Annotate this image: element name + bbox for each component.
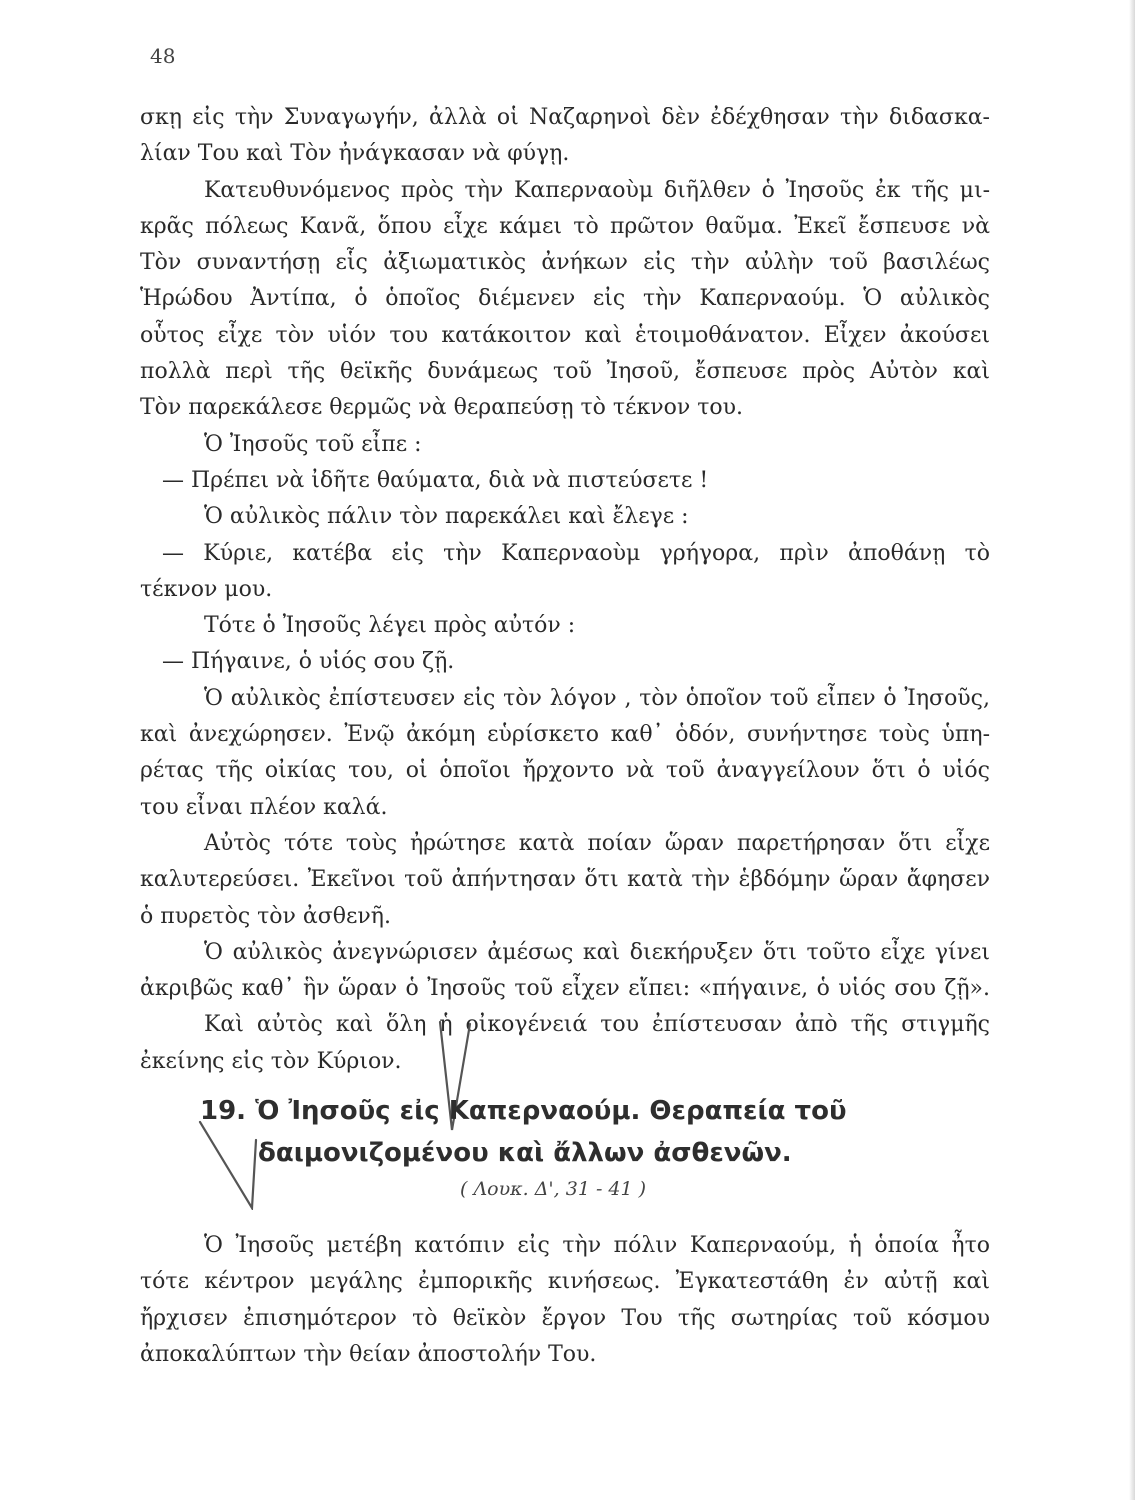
section-heading-line1 [200, 1090, 960, 1132]
text-line: ἀκριβῶς καθ᾽ ἣν ὥραν ὁ Ἰησοῦς τοῦ εἶχεν εἴπει: «πήγαινε, ὁ υἱός σου ζῇ». [140, 976, 990, 1002]
text-line: τέκνον μου. [140, 576, 273, 602]
page-number: 48 [150, 44, 176, 68]
text-line: πολλὰ περὶ τῆς θεϊκῆς δυνάμεως τοῦ Ἰησοῦ, ἔσπευσε πρὸς Αὐτὸν καὶ [140, 359, 990, 385]
text-line: Καὶ αὐτὸς καὶ ὅλη ἡ οἰκογένειά του ἐπίστευσαν ἀπὸ τῆς στιγμῆς [204, 1012, 990, 1038]
text-line: λίαν Του καὶ Τὸν ἠνάγκασαν νὰ φύγῃ. [140, 141, 570, 167]
text-line: του εἶναι πλέον καλά. [140, 794, 388, 820]
dialogue-line: — Κύριε, κατέβα εἰς τὴν Καπερναοὺμ γρήγορα, πρὶν ἀποθάνῃ τὸ [162, 540, 990, 566]
text-line: Ὁ αὐλικὸς ἀνεγνώρισεν ἀμέσως καὶ διεκήρυξεν ὅτι τοῦτο εἶχε γίνει [204, 939, 990, 965]
text-line: τότε κέντρον μεγάλης ἐμπορικῆς κινήσεως. Ἐγκατεστάθη ἐν αὐτῇ καὶ [140, 1269, 990, 1295]
text-line: ρέτας τῆς οἰκίας του, οἱ ὁποῖοι ἤρχοντο νὰ τοῦ ἀναγγείλουν ὅτι ὁ υἱός [140, 758, 990, 784]
dialogue-line: — Πρέπει νὰ ἰδῆτε θαύματα, διὰ νὰ πιστεύσετε ! [162, 467, 709, 493]
section-title-part1: Ὁ Ἰησοῦς εἰς Καπερναούμ. Θεραπεία τοῦ [255, 1096, 847, 1126]
text-line: ἀποκαλύπτων τὴν θείαν ἀποστολήν Του. [140, 1341, 597, 1367]
text-line: κρᾶς πόλεως Κανᾶ, ὅπου εἶχε κάμει τὸ πρῶτον θαῦμα. Ἐκεῖ ἔσπευσε νὰ [140, 213, 990, 239]
text-line: Ὁ αὐλικὸς ἐπίστευσεν εἰς τὸν λόγον , τὸν ὁποῖον τοῦ εἶπεν ὁ Ἰησοῦς, [204, 685, 990, 711]
page-edge-shadow [1129, 0, 1135, 1500]
text-line: Κατευθυνόμενος πρὸς τὴν Καπερναοὺμ διῆλθεν ὁ Ἰησοῦς ἐκ τῆς μι- [204, 177, 990, 203]
text-line: Ἡρώδου Ἀντίπα, ὁ ὁποῖος διέμενεν εἰς τὴν Καπερναούμ. Ὁ αὐλικὸς [140, 286, 990, 312]
section-body-text [140, 1228, 990, 1373]
scripture-reference: ( Λουκ. Δ', 31 - 41 ) [460, 1178, 647, 1200]
text-line: οὗτος εἶχε τὸν υἱόν του κατάκοιτον καὶ ἑτοιμοθάνατον. Εἶχεν ἀκούσει [140, 322, 990, 348]
text-line: σκῃ εἰς τὴν Συναγωγήν, ἀλλὰ οἱ Ναζαρηνοὶ δὲν ἐδέχθησαν τὴν διδασκα- [140, 105, 990, 130]
text-line: ἐκείνης εἰς τὸν Κύριον. [140, 1048, 402, 1074]
text-line: Τότε ὁ Ἰησοῦς λέγει πρὸς αὐτόν : [204, 613, 576, 639]
text-line: ὁ πυρετὸς τὸν ἀσθενῆ. [140, 903, 391, 929]
text-line: Ὁ αὐλικὸς πάλιν τὸν παρεκάλει καὶ ἔλεγε : [204, 504, 689, 530]
section-title-part2: δαιμονιζομένου καὶ ἄλλων ἀσθενῶν. [258, 1138, 792, 1168]
text-line: Ὁ Ἰησοῦς τοῦ εἶπε : [204, 431, 422, 457]
text-line: καλυτερεύσει. Ἐκεῖνοι τοῦ ἀπήντησαν ὅτι κατὰ τὴν ἑβδόμην ὥραν ἄφησεν [140, 867, 990, 893]
text-line: Ὁ Ἰησοῦς μετέβη κατόπιν εἰς τὴν πόλιν Καπερναούμ, ἡ ὁποία ἦτο [204, 1233, 990, 1258]
section-number: 19. [200, 1096, 247, 1126]
dialogue-line: — Πήγαινε, ὁ υἱός σου ζῇ. [162, 649, 455, 675]
text-line: ἤρχισεν ἐπισημότερον τὸ θεϊκὸν ἔργον Του τῆς σωτηρίας τοῦ κόσμου [140, 1305, 990, 1331]
text-line: Τὸν συναντήσῃ εἷς ἀξιωματικὸς ἀνήκων εἰς τὴν αὐλὴν τοῦ βασιλέως [140, 250, 990, 276]
section-heading [200, 1090, 960, 1174]
text-line: Αὐτὸς τότε τοὺς ἠρώτησε κατὰ ποίαν ὥραν παρετήρησαν ὅτι εἶχε [204, 830, 990, 856]
body-text [140, 100, 990, 1080]
text-line: Τὸν παρεκάλεσε θερμῶς νὰ θεραπεύσῃ τὸ τέκνον του. [140, 395, 743, 421]
text-line: καὶ ἀνεχώρησεν. Ἐνῷ ἀκόμη εὑρίσκετο καθ᾽ ὁδόν, συνήντησε τοὺς ὑπη- [140, 722, 990, 748]
